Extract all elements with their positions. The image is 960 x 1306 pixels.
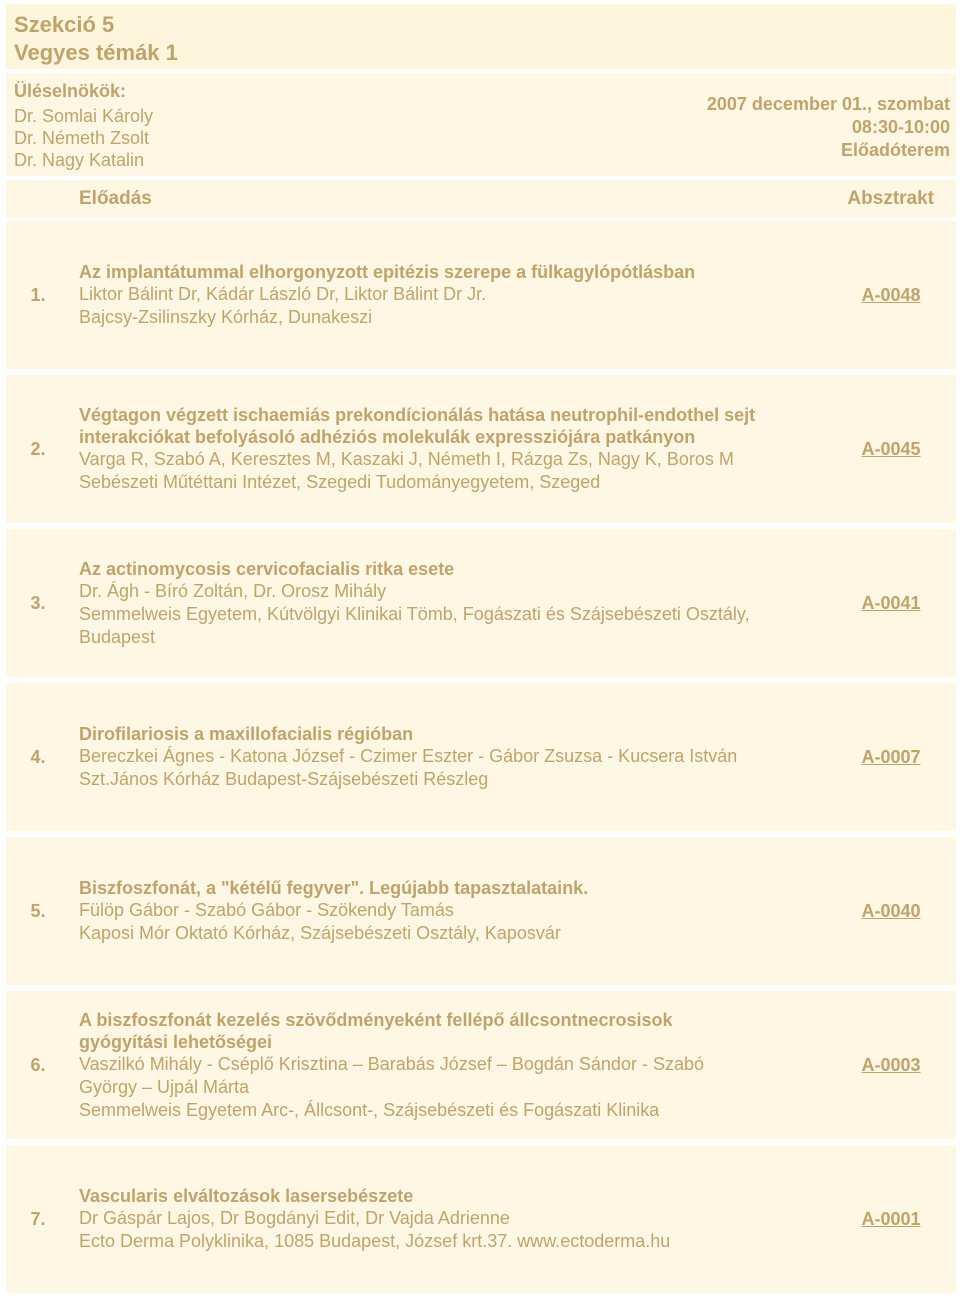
talk-content [79,375,824,523]
talk-row [6,991,956,1139]
chairs-block [6,73,956,176]
abstract-link[interactable]: A-0003 [861,1054,921,1075]
session-room: Előadóterem [840,140,950,160]
talk-title: Biszfoszfonát, a "kétélű fegyver". Legújabb tapasztalataink. [79,878,589,898]
abstract-link[interactable]: A-0045 [861,438,921,459]
talk-number: 7. [30,1208,46,1229]
talk-title: gyógyítási lehetőségei [79,1031,273,1052]
section-header [6,4,956,69]
talk-detail-line: Liktor Bálint Dr, Kádár László Dr, Liktor Bálint Dr Jr. [79,284,487,304]
talk-row [6,683,956,831]
talk-detail-line: Bajcsy-Zsilinszky Kórház, Dunakeszi [79,307,373,327]
talk-detail-line: Sebészeti Műtéttani Intézet, Szegedi Tudományegyetem, Szeged [79,472,601,492]
talk-detail-line: Budapest [79,626,156,647]
talk-content [79,1145,824,1293]
talk-title: Végtagon végzett ischaemiás prekondícionálás hatása neutrophil-endothel sejt [79,405,756,425]
column-talk: Előadás [79,188,152,209]
talk-number: 6. [30,1054,46,1075]
talk-detail-line: Kaposi Mór Oktató Kórház, Szájsebészeti Osztály, Kaposvár [79,923,561,943]
chairs-label: Üléselnökök: [14,81,127,101]
talk-content [79,683,824,831]
talk-number: 3. [30,592,46,613]
talk-number: 4. [30,746,46,767]
talk-detail-line: Semmelweis Egyetem Arc-, Állcsont-, Szájsebészeti és Fogászati Klinika [79,1099,660,1120]
talk-number: 1. [30,284,46,305]
talk-content [79,991,824,1139]
talk-detail-line: Varga R, Szabó A, Keresztes M, Kaszaki J, Németh I, Rázga Zs, Nagy K, Boros M [79,449,734,469]
talk-title: A biszfoszfonát kezelés szövődményeként fellépő állcsontnecrosisok [79,1009,673,1030]
column-header [6,180,956,217]
abstract-link[interactable]: A-0040 [861,900,921,921]
talk-detail-line: Fülöp Gábor - Szabó Gábor - Szökendy Tamás [79,900,454,920]
talk-number: 5. [30,900,46,921]
session-time: 08:30-10:00 [851,117,950,137]
abstract-link[interactable]: A-0007 [861,746,921,767]
talk-row [6,529,956,677]
talk-content [79,221,824,369]
talk-title: Az implantátummal elhorgonyzott epitézis szerepe a fülkagylópótlásban [79,262,696,282]
abstract-link[interactable]: A-0048 [861,284,921,305]
talk-detail-line: Ecto Derma Polyklinika, 1085 Budapest, József krt.37. www.ectoderma.hu [79,1231,671,1251]
talk-content [79,837,824,985]
talk-title: interakciókat befolyásoló adhéziós molekulák expressziójára patkányon [79,427,696,447]
talk-detail-line: Semmelweis Egyetem, Kútvölgyi Klinikai Tömb, Fogászati és Szájsebészeti Osztály, [79,603,750,624]
talk-detail-line: György – Ujpál Márta [79,1076,250,1097]
talk-detail-line: Szt.János Kórház Budapest-Szájsebészeti Részleg [79,769,489,789]
chair-name: Dr. Németh Zsolt [14,128,150,148]
abstract-link[interactable]: A-0001 [861,1208,921,1229]
session-date: 2007 december 01., szombat [706,94,950,114]
talk-title: Vascularis elváltozások lasersebészete [79,1186,414,1206]
talk-detail-line: Dr. Ágh - Bíró Zoltán, Dr. Orosz Mihály [79,580,387,601]
talk-detail-line: Bereczkei Ágnes - Katona József - Czimer Eszter - Gábor Zsuzsa - Kucsera István [79,746,738,766]
section-title: Vegyes témák 1 [14,40,178,65]
column-abstract: Absztrakt [847,188,934,209]
talk-row [6,1145,956,1293]
talk-title: Az actinomycosis cervicofacialis ritka esete [79,558,455,579]
talk-row [6,837,956,985]
abstract-link[interactable]: A-0041 [861,592,921,613]
talk-number: 2. [30,438,46,459]
talk-detail-line: Dr Gáspár Lajos, Dr Bogdányi Edit, Dr Vajda Adrienne [79,1208,510,1228]
talk-detail-line: Vaszilkó Mihály - Cséplő Krisztina – Barabás József – Bogdán Sándor - Szabó [79,1053,704,1074]
talk-content [79,529,824,677]
talk-row [6,375,956,523]
section-number: Szekció 5 [14,12,115,37]
chair-name: Dr. Somlai Károly [14,106,154,126]
talk-row [6,221,956,369]
talk-title: Dirofilariosis a maxillofacialis régióban [79,724,414,744]
chair-name: Dr. Nagy Katalin [14,150,145,170]
